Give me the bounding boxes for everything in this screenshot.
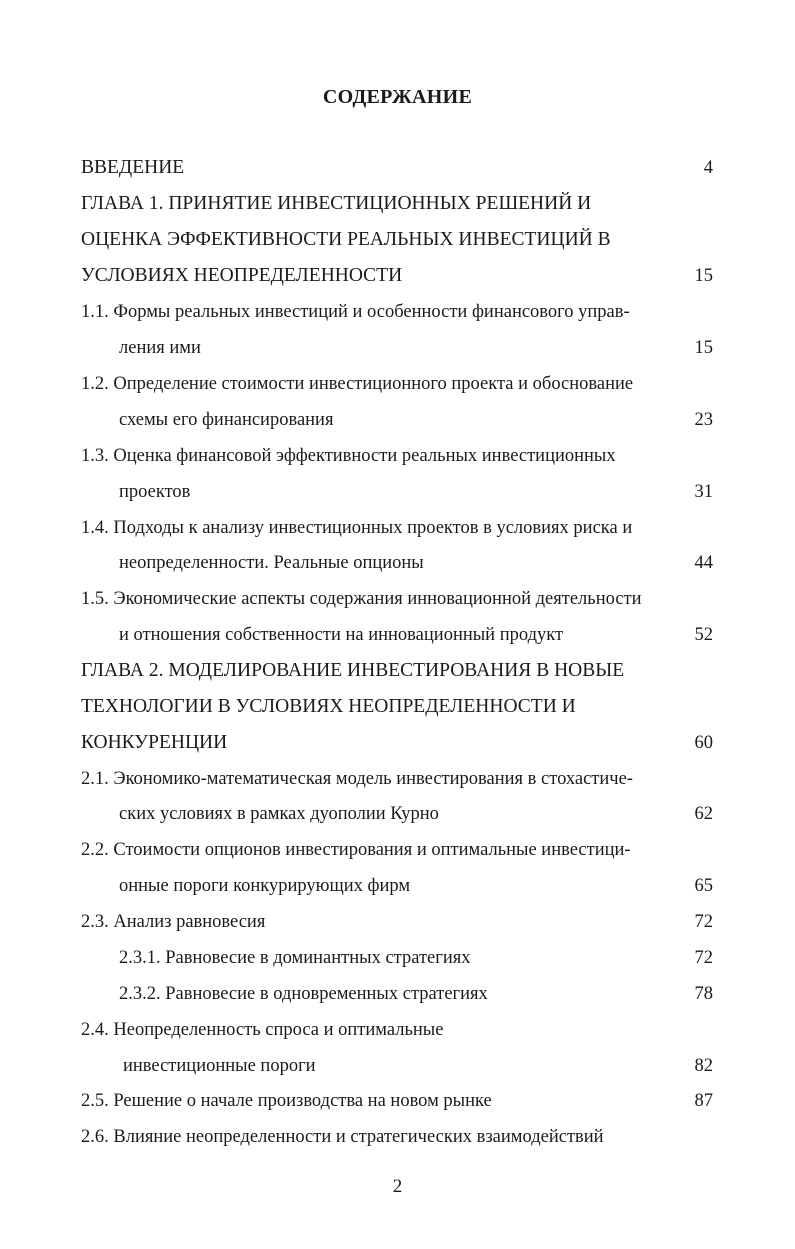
- toc-page-number: 87: [694, 1091, 713, 1111]
- toc-line: КОНКУРЕНЦИИ: [81, 732, 228, 753]
- toc-page-number: 72: [694, 912, 713, 932]
- toc-line: неопределенности. Реальные опционы: [119, 553, 424, 573]
- toc-page-number: 15: [694, 338, 713, 358]
- toc-line: 2.6. Влияние неопределенности и стратегических взаимодействий: [81, 1127, 604, 1147]
- toc-title: СОДЕРЖАНИЕ: [322, 86, 473, 108]
- toc-line: 2.3.2. Равновесие в одновременных стратегиях: [119, 984, 488, 1004]
- toc-line: ских условиях в рамках дуополии Курно: [119, 804, 439, 824]
- toc-page-number: 65: [694, 876, 713, 896]
- toc-line: 1.2. Определение стоимости инвестиционного проекта и обоснование: [81, 374, 634, 394]
- toc-line: 1.5. Экономические аспекты содержания инновационной деятельности: [81, 589, 642, 609]
- toc-line: 2.5. Решение о начале производства на новом рынке: [81, 1091, 492, 1111]
- toc-line: ТЕХНОЛОГИИ В УСЛОВИЯХ НЕОПРЕДЕЛЕННОСТИ И: [81, 696, 576, 717]
- toc-line: проектов: [119, 482, 191, 502]
- page-number: 2: [392, 1176, 403, 1197]
- toc-line: онные пороги конкурирующих фирм: [119, 876, 411, 896]
- toc-page-number: 15: [694, 266, 713, 286]
- toc-page-number: 62: [694, 804, 713, 824]
- toc-line: 2.3.1. Равновесие в доминантных стратегиях: [119, 948, 471, 968]
- toc-line: 2.2. Стоимости опционов инвестирования и оптимальные инвестици-: [81, 840, 631, 860]
- toc-line: ГЛАВА 2. МОДЕЛИРОВАНИЕ ИНВЕСТИРОВАНИЯ В НОВЫЕ: [81, 660, 625, 681]
- toc-line: 1.4. Подходы к анализу инвестиционных проектов в условиях риска и: [81, 518, 633, 538]
- toc-page-number: 31: [694, 482, 713, 502]
- toc-line: УСЛОВИЯХ НЕОПРЕДЕЛЕННОСТИ: [81, 265, 403, 286]
- toc-page-number: 72: [694, 948, 713, 968]
- toc-page-number: 4: [703, 158, 713, 178]
- toc-line: 2.1. Экономико-математическая модель инвестирования в стохастиче-: [81, 769, 633, 789]
- toc-line: 2.3. Анализ равновесия: [81, 912, 266, 932]
- toc-line: 1.3. Оценка финансовой эффективности реальных инвестиционных: [81, 446, 616, 466]
- toc-line: и отношения собственности на инновационный продукт: [119, 625, 564, 645]
- toc-line: ОЦЕНКА ЭФФЕКТИВНОСТИ РЕАЛЬНЫХ ИНВЕСТИЦИЙ В: [81, 229, 611, 250]
- toc-line: 1.1. Формы реальных инвестиций и особенности финансового управ-: [81, 302, 630, 322]
- toc-line: ления ими: [119, 338, 201, 358]
- toc-page-number: 82: [694, 1056, 713, 1076]
- toc-line: инвестиционные пороги: [123, 1056, 316, 1076]
- toc-page-number: 23: [694, 410, 713, 430]
- toc-line: ГЛАВА 1. ПРИНЯТИЕ ИНВЕСТИЦИОННЫХ РЕШЕНИЙ И: [81, 193, 592, 214]
- toc-line: ВВЕДЕНИЕ: [81, 157, 185, 178]
- toc-line: 2.4. Неопределенность спроса и оптимальные: [81, 1020, 444, 1040]
- toc-page-number: 60: [694, 733, 713, 753]
- toc-page-number: 44: [694, 553, 713, 573]
- toc-line: схемы его финансирования: [119, 410, 334, 430]
- toc-page-number: 52: [694, 625, 713, 645]
- toc-page-number: 78: [694, 984, 713, 1004]
